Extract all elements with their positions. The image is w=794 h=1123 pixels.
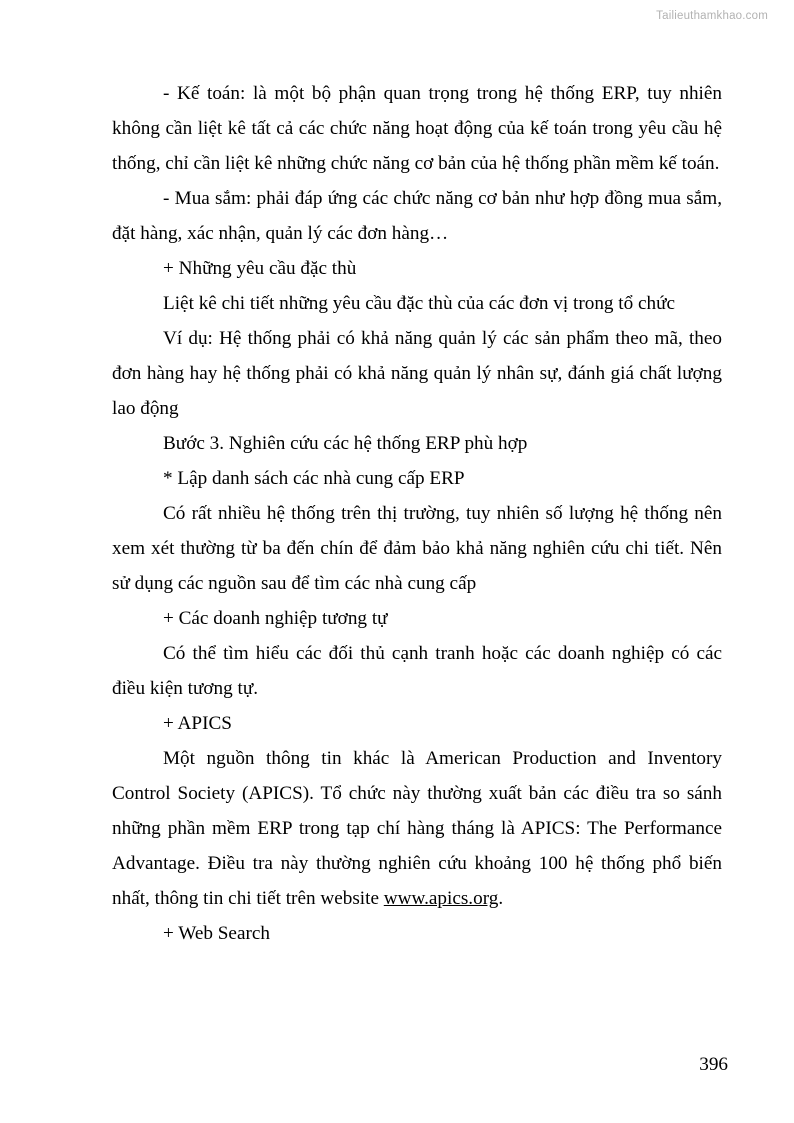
- paragraph-10: [112, 636, 722, 706]
- paragraph-8: [112, 496, 722, 601]
- paragraph-9-bullet-similar-businesses: [112, 601, 722, 636]
- apics-website-link[interactable]: www.apics.org: [383, 888, 499, 909]
- paragraph-10-text: Có thể tìm hiểu các đối thủ cạnh tranh hoặc các doanh nghiệp có các điều kiện tương tự.: [112, 643, 722, 699]
- paragraph-5: [112, 321, 722, 426]
- paragraph-13-bullet-web-search: [112, 916, 722, 951]
- paragraph-3-text: + Những yêu cầu đặc thù: [163, 258, 357, 279]
- paragraph-7-subheading-vendor-list: [112, 461, 722, 496]
- paragraph-3: [112, 251, 722, 286]
- paragraph-1-text: - Kế toán: là một bộ phận quan trọng trong hệ thống ERP, tuy nhiên không cần liệt kê tất cả các chức năng hoạt động của kế toán trong yêu cầu hệ thống, chỉ cần liệt kê những chức năng cơ bản của hệ thống phần mềm kế toán.: [112, 83, 722, 174]
- paragraph-4-text: Liệt kê chi tiết những yêu cầu đặc thù của các đơn vị trong tổ chức: [163, 293, 676, 314]
- paragraph-2: [112, 181, 722, 251]
- paragraph-4: [112, 286, 722, 321]
- paragraph-5-text: Ví dụ: Hệ thống phải có khả năng quản lý các sản phẩm theo mã, theo đơn hàng hay hệ thống phải có khả năng quản lý nhân sự, đánh giá chất lượng lao động: [112, 328, 722, 419]
- paragraph-1: [112, 76, 722, 181]
- paragraph-12-apics-description: [112, 741, 722, 916]
- paragraph-9-text: + Các doanh nghiệp tương tự: [163, 608, 388, 629]
- page-number: 396: [699, 1054, 728, 1075]
- paragraph-2-text: - Mua sắm: phải đáp ứng các chức năng cơ bản như hợp đồng mua sắm, đặt hàng, xác nhận, quản lý các đơn hàng…: [112, 188, 722, 244]
- paragraph-11-bullet-apics: [112, 706, 722, 741]
- paragraph-12-text-after-link: .: [498, 888, 504, 909]
- paragraph-12-text-before-link: Một nguồn thông tin khác là American Production and Inventory Control Society (APICS). Tổ chức này thường xuất bản các điều tra so sánh những phần mềm ERP trong tạp chí hàng tháng là APICS: The Performance Advantage. Điều tra này thường nghiên cứu khoảng 100 hệ thống phổ biến nhất, thông tin chi tiết trên website: [112, 748, 722, 909]
- paragraph-8-text: Có rất nhiều hệ thống trên thị trường, tuy nhiên số lượng hệ thống nên xem xét thường từ ba đến chín để đảm bảo khả năng nghiên cứu chi tiết. Nên sử dụng các nguồn sau để tìm các nhà cung cấp: [112, 503, 722, 594]
- watermark-text: Tailieuthamkhao.com: [656, 10, 768, 22]
- document-body: [112, 76, 722, 951]
- paragraph-6-heading-step-3: [112, 426, 722, 461]
- paragraph-13-text: + Web Search: [163, 923, 270, 944]
- paragraph-6-text: Bước 3. Nghiên cứu các hệ thống ERP phù hợp: [163, 433, 528, 454]
- paragraph-7-text: * Lập danh sách các nhà cung cấp ERP: [163, 468, 465, 489]
- paragraph-11-text: + APICS: [163, 713, 232, 734]
